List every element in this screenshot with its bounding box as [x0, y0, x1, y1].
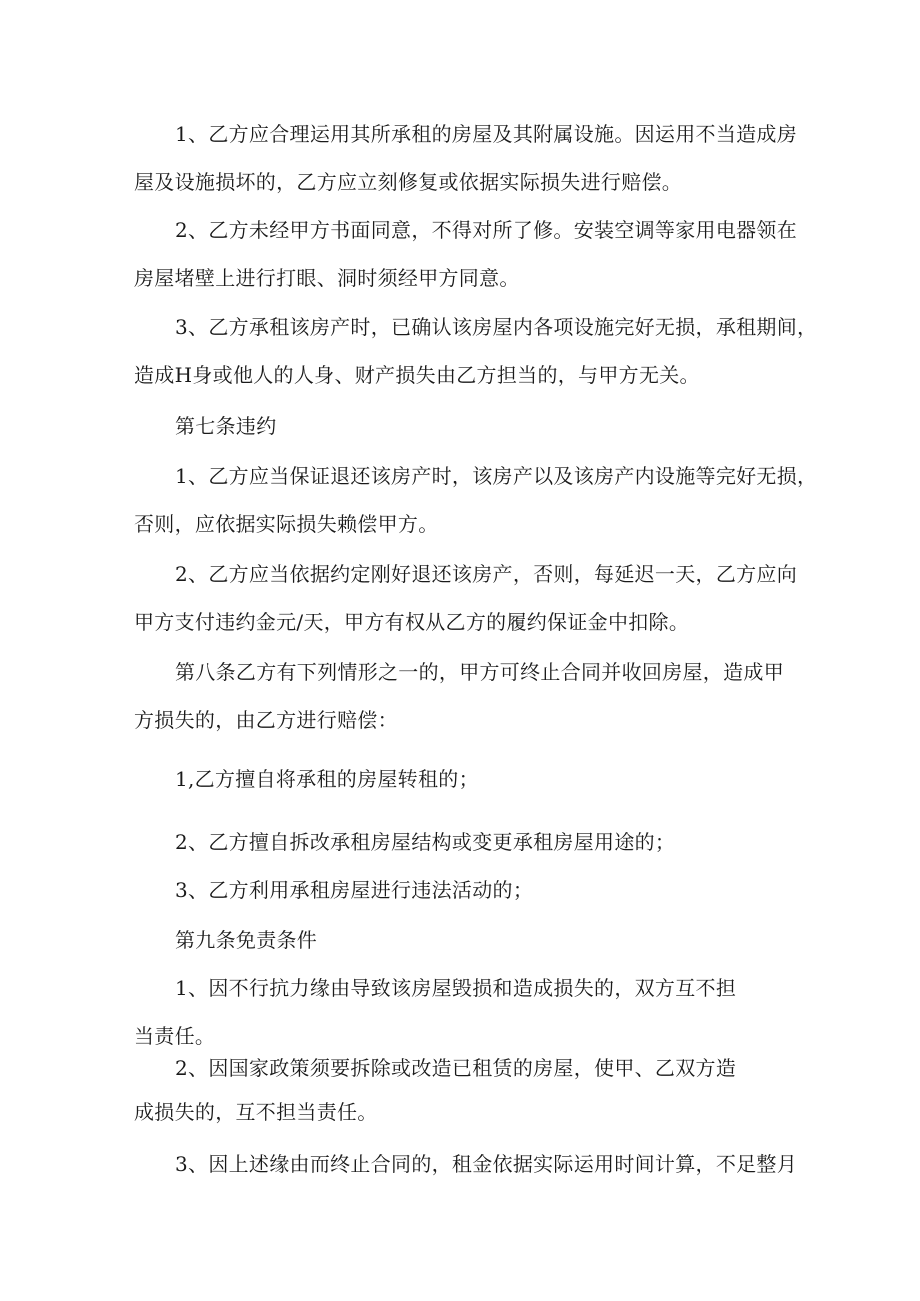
- text-line: 1、乙方应当保证退还该房产时，该房产以及该房产内设施等完好无损，: [175, 464, 818, 488]
- text-line: 当责任。: [134, 1024, 216, 1048]
- section-heading: 第九条免责条件: [175, 928, 318, 952]
- text-line: 成损失的，互不担当责任。: [134, 1100, 378, 1124]
- text-line: 3、乙方承租该房产时，已确认该房屋内各项设施完好无损，承租期间，: [175, 315, 818, 339]
- list-item: 2、乙方擅自拆改承租房屋结构或变更承租房屋用途的；: [175, 830, 676, 854]
- text-line: 1、因不行抗力缘由导致该房屋毁损和造成损失的，双方互不担: [175, 976, 737, 1000]
- section-heading: 第七条违约: [175, 414, 277, 438]
- text-line: 1、乙方应合理运用其所承租的房屋及其附属设施。因运用不当造成房: [175, 122, 798, 146]
- text-line: 3、因上述缘由而终止合同的，租金依据实际运用时间计算，不足整月: [175, 1152, 798, 1176]
- text-line: 方损失的，由乙方进行赔偿：: [134, 708, 398, 732]
- text-line: 房屋堵壁上进行打眼、洞时须经甲方同意。: [134, 266, 520, 290]
- text-line: 否则，应依据实际损失赖偿甲方。: [134, 512, 439, 536]
- text-line: 2、乙方未经甲方书面同意，不得对所了修。安装空调等家用电器领在: [175, 218, 798, 242]
- text-line: 2、乙方应当依据约定刚好退还该房产，否则，每延迟一天，乙方应向: [175, 562, 798, 586]
- text-line: 造成H身或他人的人身、财产损失由乙方担当的，与甲方无关。: [134, 363, 700, 387]
- section-heading: 第八条乙方有下列情形之一的，甲方可终止合同并收回房屋，造成甲: [175, 660, 784, 684]
- list-item: 1,乙方擅自将承租的房屋转租的；: [175, 767, 479, 791]
- text-line: 屋及设施损坏的，乙方应立刻修复或依据实际损失进行赔偿。: [134, 170, 683, 194]
- list-item: 3、乙方利用承租房屋进行违法活动的；: [175, 878, 534, 902]
- text-line: 2、因国家政策须要拆除或改造已租赁的房屋，使甲、乙双方造: [175, 1056, 737, 1080]
- text-line: 甲方支付违约金元/天，甲方有权从乙方的履约保证金中扣除。: [134, 610, 690, 634]
